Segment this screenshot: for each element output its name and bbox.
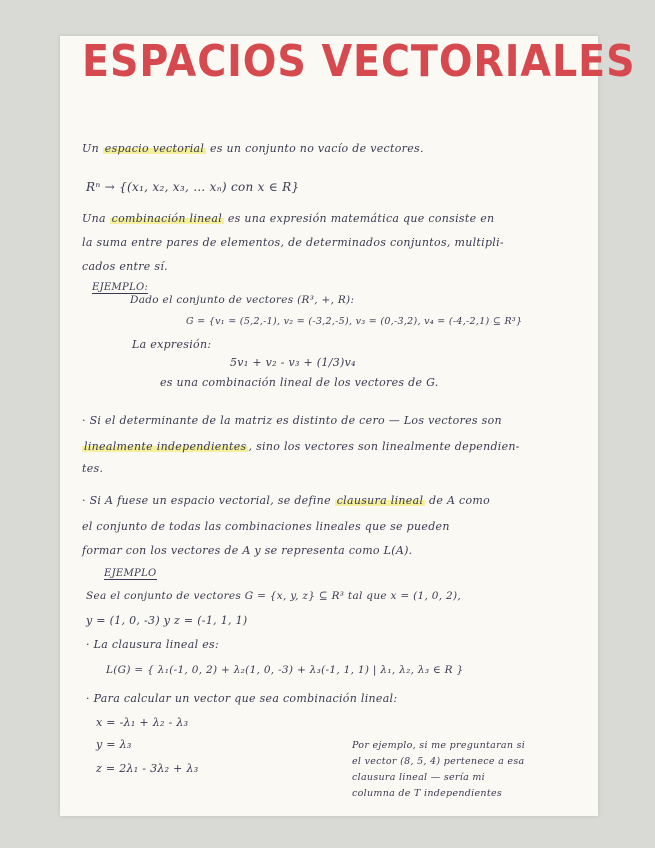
example-1-line-3: La expresión: [132,338,212,351]
example-1-conclusion: es una combinación lineal de los vectores de G. [160,376,439,389]
example-2-line-1: Sea el conjunto de vectores G = {x, y, z} ⊆ R³ tal que x = (1, 0, 2), [86,590,462,602]
definition-espacio-vectorial: Un espacio vectorial es un conjunto no vacío de vectores. [82,142,424,155]
example-1-expression: 5v₁ + v₂ - v₃ + (1/3)v₄ [230,356,356,369]
note-line-4: columna de T independientes [352,788,503,799]
determinant-line-2: linealmente independientes , sino los vectores son linealmente dependien- [84,440,520,453]
note-line-3: clausura lineal — sería mi [352,772,486,783]
example-1-line-1: Dado el conjunto de vectores (R³, +, R): [130,294,355,306]
definition-combinacion-lineal: Una combinación lineal es una expresión matemática que consiste en [82,212,495,225]
rn-definition: Rⁿ → {(x₁, x₂, x₃, … xₙ) con x ∈ R} [86,180,300,194]
definition-line-2: la suma entre pares de elementos, de determinados conjuntos, multipli- [82,236,504,249]
determinant-line-3: tes. [82,462,104,475]
example-2-line-3: · La clausura lineal es: [86,638,219,651]
example-2-line-5: · Para calcular un vector que sea combinación lineal: [86,692,398,705]
term-clausura-lineal: clausura lineal [336,494,424,507]
example-1-label: EJEMPLO: [92,282,149,293]
term-combinacion-lineal: combinación lineal [111,212,223,225]
clausura-line-1: · Si A fuese un espacio vectorial, se define clausura lineal de A como [82,494,491,507]
example-2-label: EJEMPLO [104,568,157,579]
clausura-line-3: formar con los vectores de A y se representa como L(A). [82,544,413,557]
term-linealmente-independientes: linealmente independientes [84,440,247,453]
example-2-line-2: y = (1, 0, -3) y z = (-1, 1, 1) [86,614,248,627]
equation-x: x = -λ₁ + λ₂ - λ₃ [96,716,189,729]
note-line-1: Por ejemplo, si me preguntaran si [352,740,526,751]
equation-y: y = λ₃ [96,738,132,751]
note-line-2: el vector (8, 5, 4) pertenece a esa [352,756,525,767]
example-2-span: L(G) = { λ₁(-1, 0, 2) + λ₂(1, 0, -3) + λ₃(-1, 1, 1) | λ₁, λ₂, λ₃ ∈ R } [106,664,464,676]
determinant-line-1: · Si el determinante de la matriz es distinto de cero — Los vectores son [82,414,502,427]
equation-z: z = 2λ₁ - 3λ₂ + λ₃ [96,762,199,775]
clausura-line-2: el conjunto de todas las combinaciones lineales que se pueden [82,520,450,533]
term-espacio-vectorial: espacio vectorial [104,142,205,155]
page-title: ESPACIOS VECTORIALES [82,36,636,87]
example-1-set-g: G = {v₁ = (5,2,-1), v₂ = (-3,2,-5), v₃ = (0,-3,2), v₄ = (-4,-2,1) ⊆ R³} [186,316,523,327]
definition-line-3: cados entre sí. [82,260,168,273]
